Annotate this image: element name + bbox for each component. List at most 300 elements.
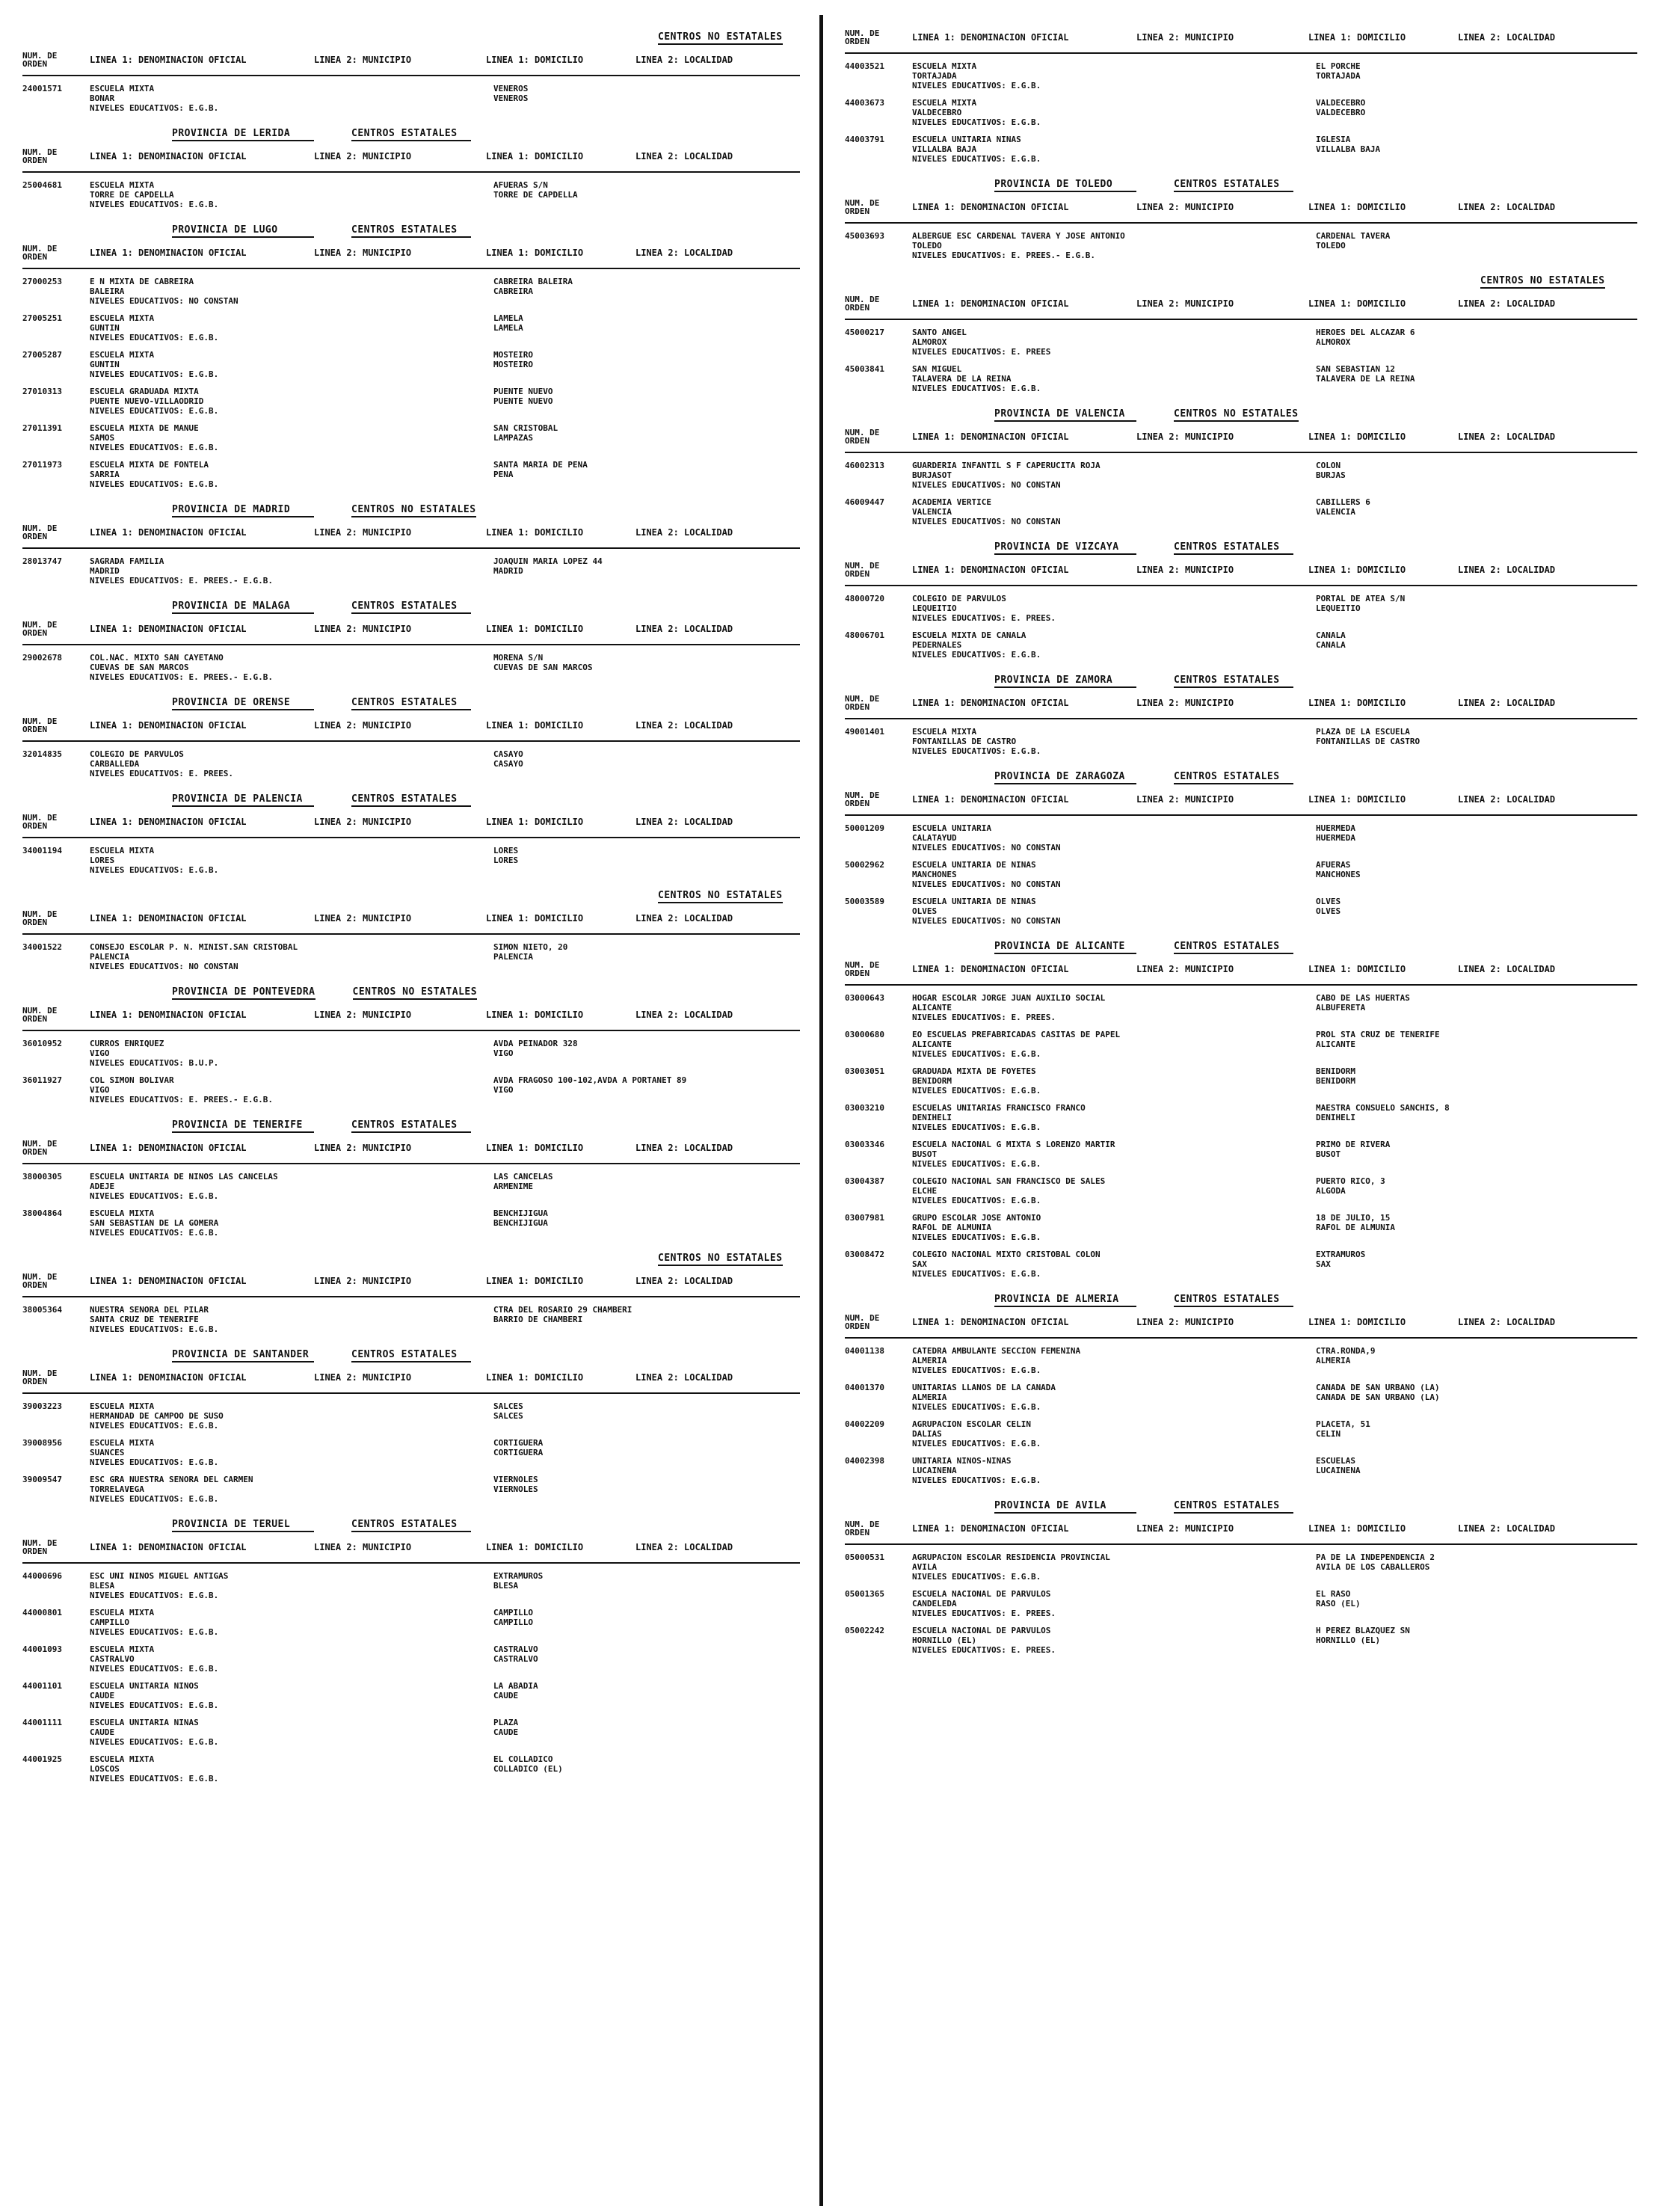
entry-address-block — [1301, 461, 1637, 490]
entry-address-block — [478, 1438, 800, 1467]
entry-niveles: NIVELES EDUCATIVOS: NO CONSTAN — [912, 843, 1061, 852]
entry-number: 05002242 — [845, 1626, 884, 1635]
entry-domicilio: HEROES DEL ALCAZAR 6 — [1316, 328, 1415, 337]
entry-number: 38000305 — [22, 1172, 62, 1182]
entry-list — [22, 942, 800, 971]
entry-address-block — [1301, 860, 1637, 889]
section-heading — [22, 1510, 800, 1532]
center-category: CENTROS ESTATALES — [1174, 941, 1293, 954]
center-category: CENTROS ESTATALES — [1174, 771, 1293, 784]
entry-localidad: CASTRALVO — [493, 1654, 538, 1664]
entry-localidad: CUEVAS DE SAN MARCOS — [493, 663, 593, 672]
entry-domicilio: PLACETA, 51 — [1316, 1419, 1370, 1429]
entry-niveles: NIVELES EDUCATIVOS: E.G.B. — [912, 1086, 1041, 1096]
entry-domicilio: PROL STA CRUZ DE TENERIFE — [1316, 1030, 1440, 1039]
entry-address-block — [1301, 1103, 1637, 1132]
entry-number: 03007981 — [845, 1213, 884, 1223]
header-denominacion: LINEA 1: DENOMINACION OFICIAL — [912, 298, 1069, 309]
entry-domicilio: VENEROS — [493, 84, 529, 93]
entry-name-block — [912, 1456, 1301, 1485]
entry-municipio: CAMPILLO — [90, 1617, 129, 1627]
school-entry — [22, 1754, 800, 1784]
center-category: CENTROS NO ESTATALES — [351, 504, 476, 517]
header-localidad: LINEA 2: LOCALIDAD — [635, 1010, 733, 1020]
entry-localidad: VENEROS — [493, 93, 529, 103]
entry-name-block — [912, 497, 1301, 526]
entry-address-block — [478, 556, 800, 586]
entry-localidad: SALCES — [493, 1411, 523, 1421]
entry-niveles: NIVELES EDUCATIVOS: NO CONSTAN — [912, 916, 1061, 926]
header-domicilio: LINEA 1: DOMICILIO — [1308, 794, 1406, 805]
entry-niveles: NIVELES EDUCATIVOS: E.G.B. — [90, 1421, 219, 1431]
header-denominacion: LINEA 1: DENOMINACION OFICIAL — [912, 202, 1069, 212]
center-category: CENTROS NO ESTATALES — [658, 890, 783, 903]
entry-address-block — [1301, 1589, 1637, 1618]
entry-number: 38004864 — [22, 1208, 62, 1218]
entry-name-block — [912, 630, 1301, 660]
entry-municipio: ALICANTE — [912, 1003, 952, 1013]
entry-name-block — [912, 1140, 1301, 1169]
entry-number: 44000801 — [22, 1608, 62, 1617]
entry-municipio: PEDERNALES — [912, 640, 962, 650]
entry-niveles: NIVELES EDUCATIVOS: E. PREES. — [912, 1645, 1056, 1655]
entry-denominacion: ESCUELA MIXTA — [90, 846, 155, 855]
entry-domicilio: IGLESIA — [1316, 135, 1351, 144]
header-num-orden: NUM. DE ORDEN — [845, 561, 880, 579]
entry-denominacion: COLEGIO DE PARVULOS — [90, 749, 184, 759]
entry-municipio: SUANCES — [90, 1448, 125, 1457]
entry-address-block — [1301, 1213, 1637, 1242]
school-entry — [845, 630, 1637, 660]
entry-domicilio: PA DE LA INDEPENDENCIA 2 — [1316, 1552, 1435, 1562]
entry-address-block — [478, 942, 800, 971]
entry-niveles: NIVELES EDUCATIVOS: E.G.B. — [90, 1774, 219, 1784]
entry-address-block — [478, 1681, 800, 1710]
entry-municipio: GUNTIN — [90, 323, 120, 333]
entry-address-block — [478, 1172, 800, 1201]
entry-name-block — [912, 860, 1301, 889]
header-num-orden: NUM. DE ORDEN — [22, 1272, 58, 1290]
entry-name-block — [90, 556, 478, 586]
school-entry — [22, 460, 800, 489]
entry-denominacion: ALBERGUE ESC CARDENAL TAVERA Y JOSE ANTONIO — [912, 231, 1125, 241]
entry-domicilio: LAMELA — [493, 313, 523, 323]
entry-address-block — [478, 1475, 800, 1504]
entry-name-block — [912, 364, 1301, 393]
section-heading — [22, 1110, 800, 1133]
entry-niveles: NIVELES EDUCATIVOS: E.G.B. — [90, 1457, 219, 1467]
entry-niveles: NIVELES EDUCATIVOS: E.G.B. — [90, 406, 219, 416]
entry-localidad: DENIHELI — [1316, 1113, 1355, 1122]
center-category: CENTROS ESTATALES — [1174, 179, 1293, 192]
entry-niveles: NIVELES EDUCATIVOS: E. PREES.- E.G.B. — [90, 672, 274, 682]
entry-name-block — [912, 135, 1301, 164]
entry-localidad: CAUDE — [493, 1727, 519, 1737]
entry-denominacion: AGRUPACION ESCOLAR RESIDENCIA PROVINCIAL — [912, 1552, 1110, 1562]
entry-domicilio: PLAZA DE LA ESCUELA — [1316, 727, 1410, 737]
entry-municipio: BUSOT — [912, 1149, 938, 1159]
entry-address-block — [478, 1644, 800, 1674]
province-name: PROVINCIA DE MADRID — [172, 504, 314, 517]
header-denominacion: LINEA 1: DENOMINACION OFICIAL — [90, 1542, 247, 1552]
entry-denominacion: ESCUELA MIXTA — [912, 61, 977, 71]
header-domicilio: LINEA 1: DOMICILIO — [486, 817, 584, 827]
entry-municipio: LORES — [90, 855, 115, 865]
entry-niveles: NIVELES EDUCATIVOS: E.G.B. — [90, 103, 219, 113]
entry-municipio: SARRIA — [90, 470, 120, 479]
entry-localidad: MADRID — [493, 566, 523, 576]
entry-denominacion: AGRUPACION ESCOLAR CELIN — [912, 1419, 1031, 1429]
province-name — [172, 44, 314, 45]
section-heading — [22, 1340, 800, 1362]
entry-address-block — [1301, 1456, 1637, 1485]
entry-localidad: VIERNOLES — [493, 1484, 538, 1494]
entry-domicilio: JOAQUIN MARIA LOPEZ 44 — [493, 556, 603, 566]
entry-number: 27000253 — [22, 277, 62, 286]
center-category: CENTROS ESTATALES — [351, 1119, 471, 1133]
entry-address-block — [1301, 897, 1637, 926]
entry-niveles: NIVELES EDUCATIVOS: E.G.B. — [912, 1572, 1041, 1582]
column-header-row — [22, 1532, 800, 1564]
entry-address-block — [478, 1305, 800, 1334]
entry-number: 34001194 — [22, 846, 62, 855]
entry-address-block — [1301, 727, 1637, 756]
entry-name-block — [912, 1626, 1301, 1655]
entry-domicilio: PUERTO RICO, 3 — [1316, 1176, 1385, 1186]
entry-address-block — [1301, 1419, 1637, 1448]
entry-niveles: NIVELES EDUCATIVOS: E.G.B. — [90, 369, 219, 379]
entry-domicilio: SAN SEBASTIAN 12 — [1316, 364, 1395, 374]
entry-municipio: ELCHE — [912, 1186, 938, 1196]
header-localidad: LINEA 2: LOCALIDAD — [635, 1276, 733, 1286]
entry-niveles: NIVELES EDUCATIVOS: E.G.B. — [90, 1627, 219, 1637]
entry-localidad: TORRE DE CAPDELLA — [493, 190, 578, 200]
entry-address-block — [1301, 135, 1637, 164]
entry-municipio: TORTAJADA — [912, 71, 957, 81]
entry-domicilio: EXTRAMUROS — [1316, 1250, 1366, 1259]
section-heading — [845, 932, 1637, 954]
entry-localidad: LAMPAZAS — [493, 433, 533, 443]
header-municipio: LINEA 2: MUNICIPIO — [1136, 1523, 1234, 1534]
entry-localidad: CAMPILLO — [493, 1617, 533, 1627]
entry-number: 03000643 — [845, 993, 884, 1003]
entry-denominacion: ESCUELA NACIONAL DE PARVULOS — [912, 1589, 1051, 1599]
entry-address-block — [1301, 1383, 1637, 1412]
entry-localidad: ARMENIME — [493, 1182, 533, 1191]
entry-address-block — [1301, 1626, 1637, 1655]
section-heading — [845, 170, 1637, 192]
entry-niveles: NIVELES EDUCATIVOS: E.G.B. — [90, 1324, 219, 1334]
entry-denominacion: SAGRADA FAMILIA — [90, 556, 164, 566]
entry-localidad: CELIN — [1316, 1429, 1341, 1439]
entry-localidad: TALAVERA DE LA REINA — [1316, 374, 1415, 384]
entry-niveles: NIVELES EDUCATIVOS: E. PREES.- E.G.B. — [90, 576, 274, 586]
entry-number: 49001401 — [845, 727, 884, 737]
entry-domicilio: CANADA DE SAN URBANO (LA) — [1316, 1383, 1440, 1392]
entry-address-block — [1301, 1250, 1637, 1279]
province-name: PROVINCIA DE ALMERIA — [994, 1294, 1136, 1307]
entry-number: 27011391 — [22, 423, 62, 433]
column-header-row — [22, 238, 800, 269]
entry-municipio: VIGO — [90, 1048, 110, 1058]
entry-address-block — [478, 1608, 800, 1637]
province-name: PROVINCIA DE ALICANTE — [994, 941, 1136, 954]
province-name — [994, 288, 1136, 289]
header-municipio: LINEA 2: MUNICIPIO — [314, 55, 412, 65]
school-entry — [845, 1250, 1637, 1279]
entry-list — [845, 231, 1637, 260]
entry-name-block — [912, 1176, 1301, 1205]
entry-number: 03004387 — [845, 1176, 884, 1186]
province-name: PROVINCIA DE ORENSE — [172, 697, 314, 710]
entry-name-block — [912, 1346, 1301, 1375]
center-category: CENTROS ESTATALES — [1174, 1294, 1293, 1307]
entry-domicilio: CTRA.RONDA,9 — [1316, 1346, 1376, 1356]
province-section — [845, 932, 1637, 1279]
province-section — [22, 215, 800, 489]
header-municipio: LINEA 2: MUNICIPIO — [314, 913, 412, 924]
entry-number: 32014835 — [22, 749, 62, 759]
header-localidad: LINEA 2: LOCALIDAD — [1458, 1523, 1556, 1534]
entry-domicilio: SALCES — [493, 1401, 523, 1411]
province-section — [22, 688, 800, 778]
column-header-row — [22, 45, 800, 76]
entry-localidad: AVILA DE LOS CABALLEROS — [1316, 1562, 1430, 1572]
entry-domicilio: PRIMO DE RIVERA — [1316, 1140, 1391, 1149]
entry-list — [22, 653, 800, 682]
entry-address-block — [478, 387, 800, 416]
entry-name-block — [912, 231, 1301, 260]
entry-denominacion: COLEGIO NACIONAL SAN FRANCISCO DE SALES — [912, 1176, 1106, 1186]
entry-localidad: TOLEDO — [1316, 241, 1346, 251]
header-domicilio: LINEA 1: DOMICILIO — [1308, 1523, 1406, 1534]
header-num-orden: NUM. DE ORDEN — [22, 1538, 58, 1556]
entry-name-block — [90, 942, 478, 971]
entry-name-block — [90, 84, 478, 113]
header-domicilio: LINEA 1: DOMICILIO — [486, 1010, 584, 1020]
center-category: CENTROS ESTATALES — [351, 600, 471, 614]
school-entry — [845, 461, 1637, 490]
header-localidad: LINEA 2: LOCALIDAD — [635, 1143, 733, 1153]
entry-municipio: BALEIRA — [90, 286, 125, 296]
province-section — [845, 1491, 1637, 1655]
entry-municipio: TALAVERA DE LA REINA — [912, 374, 1012, 384]
entry-list — [22, 1039, 800, 1105]
header-domicilio: LINEA 1: DOMICILIO — [1308, 202, 1406, 212]
entry-localidad: ALMERIA — [1316, 1356, 1351, 1365]
entry-list — [22, 1401, 800, 1504]
entry-denominacion: COL.NAC. MIXTO SAN CAYETANO — [90, 653, 224, 663]
entry-number: 04002209 — [845, 1419, 884, 1429]
entry-list — [845, 461, 1637, 526]
section-heading — [22, 688, 800, 710]
header-num-orden: NUM. DE ORDEN — [22, 244, 58, 262]
header-domicilio: LINEA 1: DOMICILIO — [486, 1542, 584, 1552]
entry-localidad: HUERMEDA — [1316, 833, 1355, 843]
entry-domicilio: CARDENAL TAVERA — [1316, 231, 1391, 241]
entry-number: 50003589 — [845, 897, 884, 906]
entry-denominacion: GUARDERIA INFANTIL S F CAPERUCITA ROJA — [912, 461, 1101, 470]
entry-address-block — [1301, 1066, 1637, 1096]
province-name: PROVINCIA DE PALENCIA — [172, 793, 314, 807]
entry-localidad: VALENCIA — [1316, 507, 1355, 517]
header-domicilio: LINEA 1: DOMICILIO — [486, 1276, 584, 1286]
header-localidad: LINEA 2: LOCALIDAD — [635, 817, 733, 827]
header-domicilio: LINEA 1: DOMICILIO — [1308, 964, 1406, 974]
entry-address-block — [478, 1754, 800, 1784]
school-entry — [22, 1608, 800, 1637]
header-municipio: LINEA 2: MUNICIPIO — [1136, 794, 1234, 805]
entry-domicilio: EXTRAMUROS — [493, 1571, 544, 1581]
school-entry — [845, 364, 1637, 393]
entry-name-block — [90, 1039, 478, 1068]
entry-municipio: BENIDORM — [912, 1076, 952, 1086]
entry-domicilio: SANTA MARIA DE PENA — [493, 460, 588, 470]
column-header-row — [22, 1266, 800, 1297]
entry-number: 46009447 — [845, 497, 884, 507]
entry-denominacion: GRUPO ESCOLAR JOSE ANTONIO — [912, 1213, 1041, 1223]
header-num-orden: NUM. DE ORDEN — [22, 716, 58, 734]
column-header-row — [22, 1000, 800, 1031]
entry-address-block — [1301, 630, 1637, 660]
school-entry — [845, 497, 1637, 526]
column-header-row — [22, 903, 800, 935]
entry-number: 44001925 — [22, 1754, 62, 1764]
entry-denominacion: ESCUELA UNITARIA NINAS — [90, 1718, 199, 1727]
entry-denominacion: ESC GRA NUESTRA SENORA DEL CARMEN — [90, 1475, 253, 1484]
entry-domicilio: PORTAL DE ATEA S/N — [1316, 594, 1406, 603]
entry-list — [22, 1305, 800, 1334]
header-domicilio: LINEA 1: DOMICILIO — [486, 527, 584, 538]
entry-number: 39008956 — [22, 1438, 62, 1448]
entry-domicilio: CABILLERS 6 — [1316, 497, 1370, 507]
entry-municipio: VALENCIA — [912, 507, 952, 517]
province-name: PROVINCIA DE LERIDA — [172, 128, 314, 141]
entry-name-block — [912, 1589, 1301, 1618]
entry-niveles: NIVELES EDUCATIVOS: E.G.B. — [912, 1402, 1041, 1412]
entry-list — [845, 61, 1637, 164]
entry-niveles: NIVELES EDUCATIVOS: E. PREES. — [912, 613, 1056, 623]
school-entry — [22, 350, 800, 379]
center-category: CENTROS NO ESTATALES — [1480, 275, 1605, 289]
entry-municipio: HORNILLO (EL) — [912, 1635, 977, 1645]
section-heading — [22, 22, 800, 45]
entry-municipio: CASTRALVO — [90, 1654, 135, 1664]
entry-denominacion: NUESTRA SENORA DEL PILAR — [90, 1305, 209, 1315]
entry-denominacion: CURROS ENRIQUEZ — [90, 1039, 164, 1048]
entry-localidad: PALENCIA — [493, 952, 533, 962]
entry-name-block — [912, 823, 1301, 852]
entry-number: 03003346 — [845, 1140, 884, 1149]
entry-niveles: NIVELES EDUCATIVOS: E.G.B. — [912, 81, 1041, 90]
entry-localidad: LEQUEITIO — [1316, 603, 1361, 613]
section-heading — [22, 977, 800, 1000]
entry-municipio: MANCHONES — [912, 870, 957, 879]
entry-number: 44001101 — [22, 1681, 62, 1691]
entry-number: 04002398 — [845, 1456, 884, 1466]
entry-number: 45003693 — [845, 231, 884, 241]
entry-niveles: NIVELES EDUCATIVOS: E. PREES — [912, 347, 1051, 357]
entry-denominacion: ESCUELAS UNITARIAS FRANCISCO FRANCO — [912, 1103, 1086, 1113]
province-section — [845, 266, 1637, 393]
column-header-row — [845, 422, 1637, 453]
entry-denominacion: CATEDRA AMBULANTE SECCION FEMENINA — [912, 1346, 1081, 1356]
school-entry — [22, 1075, 800, 1105]
entry-localidad: SAX — [1316, 1259, 1331, 1269]
entry-name-block — [90, 1681, 478, 1710]
province-section — [845, 399, 1637, 526]
entry-localidad: ALBUFERETA — [1316, 1003, 1366, 1013]
header-num-orden: NUM. DE ORDEN — [845, 694, 880, 712]
province-section — [22, 1244, 800, 1334]
entry-municipio: CARBALLEDA — [90, 759, 140, 769]
entry-niveles: NIVELES EDUCATIVOS: E.G.B. — [90, 1228, 219, 1238]
center-category: CENTROS NO ESTATALES — [658, 1253, 783, 1266]
header-municipio: LINEA 2: MUNICIPIO — [314, 720, 412, 731]
entry-address-block — [1301, 61, 1637, 90]
header-municipio: LINEA 2: MUNICIPIO — [314, 151, 412, 162]
school-entry — [845, 897, 1637, 926]
column-header-row — [22, 710, 800, 742]
header-localidad: LINEA 2: LOCALIDAD — [1458, 565, 1556, 575]
school-entry — [845, 61, 1637, 90]
entry-domicilio: ESCUELAS — [1316, 1456, 1355, 1466]
entry-number: 44001093 — [22, 1644, 62, 1654]
school-entry — [22, 84, 800, 113]
entry-address-block — [478, 423, 800, 452]
entry-denominacion: ESCUELA MIXTA — [90, 1644, 155, 1654]
header-municipio: LINEA 2: MUNICIPIO — [1136, 698, 1234, 708]
province-section — [845, 532, 1637, 660]
entry-domicilio: AFUERAS — [1316, 860, 1351, 870]
entry-denominacion: ESCUELA MIXTA — [90, 350, 155, 360]
entry-name-block — [912, 1066, 1301, 1096]
entry-address-block — [1301, 1140, 1637, 1169]
entry-number: 48006701 — [845, 630, 884, 640]
entry-address-block — [1301, 364, 1637, 393]
school-entry — [22, 653, 800, 682]
entry-denominacion: ESCUELA MIXTA — [90, 313, 155, 323]
school-entry — [845, 1030, 1637, 1059]
entry-list — [845, 727, 1637, 756]
entry-domicilio: LA ABADIA — [493, 1681, 538, 1691]
entry-domicilio: EL PORCHE — [1316, 61, 1361, 71]
entry-municipio: TORRE DE CAPDELLA — [90, 190, 174, 200]
entry-number: 44003791 — [845, 135, 884, 144]
entry-address-block — [1301, 1346, 1637, 1375]
section-heading — [22, 1244, 800, 1266]
header-municipio: LINEA 2: MUNICIPIO — [1136, 298, 1234, 309]
header-denominacion: LINEA 1: DENOMINACION OFICIAL — [912, 794, 1069, 805]
school-entry — [845, 1176, 1637, 1205]
column-header-row — [22, 141, 800, 173]
entry-niveles: NIVELES EDUCATIVOS: E.G.B. — [912, 1439, 1041, 1448]
header-municipio: LINEA 2: MUNICIPIO — [314, 1143, 412, 1153]
entry-name-block — [912, 1030, 1301, 1059]
entry-list — [845, 993, 1637, 1279]
entry-localidad: FONTANILLAS DE CASTRO — [1316, 737, 1420, 746]
province-name: PROVINCIA DE VIZCAYA — [994, 541, 1136, 555]
entry-address-block — [1301, 1030, 1637, 1059]
header-num-orden: NUM. DE ORDEN — [22, 813, 58, 831]
header-domicilio: LINEA 1: DOMICILIO — [1308, 298, 1406, 309]
entry-denominacion: ESCUELA MIXTA DE CANALA — [912, 630, 1026, 640]
header-municipio: LINEA 2: MUNICIPIO — [314, 527, 412, 538]
school-entry — [845, 1552, 1637, 1582]
header-municipio: LINEA 2: MUNICIPIO — [1136, 1317, 1234, 1327]
entry-name-block — [90, 1438, 478, 1467]
entry-domicilio: OLVES — [1316, 897, 1341, 906]
